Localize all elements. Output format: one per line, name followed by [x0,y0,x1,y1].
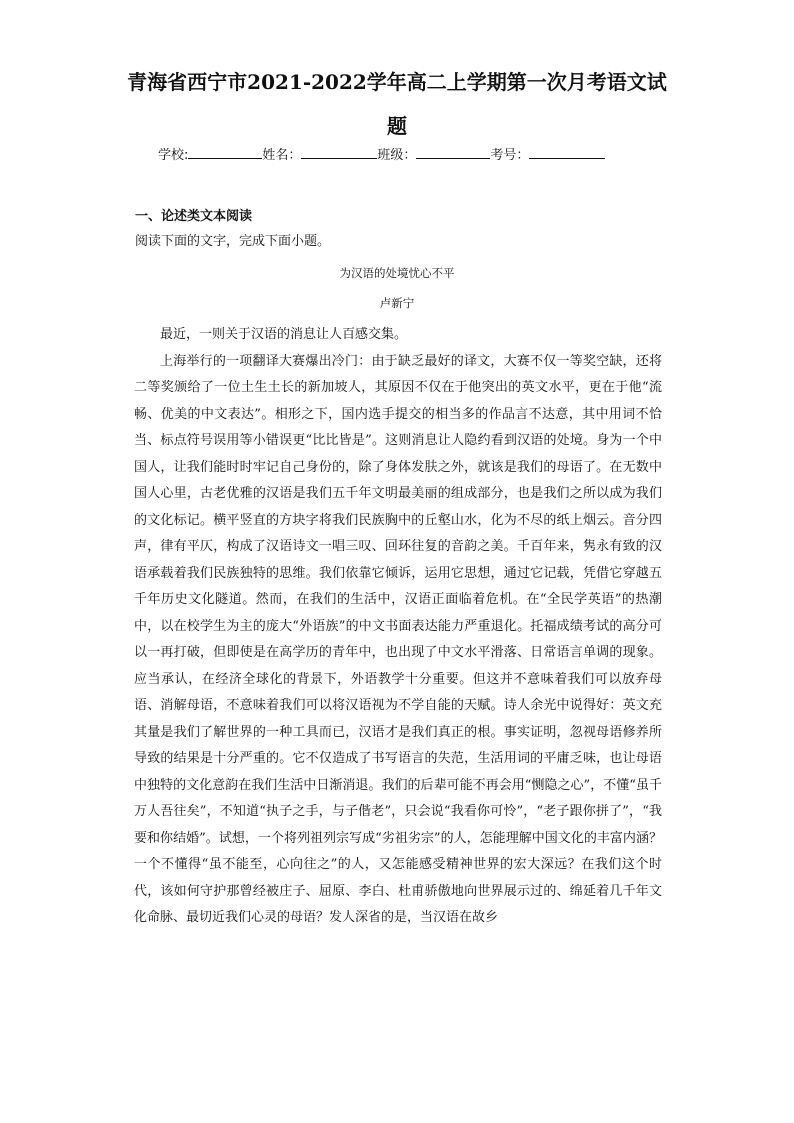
class-label: 班级： [377,148,417,163]
article-title: 为汉语的处境忧心不平 [339,266,455,280]
exam-number-field[interactable] [529,144,605,159]
name-field[interactable] [301,144,377,159]
reading-instruction: 阅读下面的文字，完成下面小题。 [135,234,331,249]
section-heading: 一、论述类文本阅读 [135,209,253,224]
article-paragraph-2: 上海举行的一项翻译大赛爆出冷门：由于缺乏最好的译文，大赛不仅一等奖空缺，还将二等奖颁给了一位土生土长的新加坡人，其原因不仅在于他突出的英文水平，更在于他“流畅、优美的中文表达”。相形之下，国内选手提交的相当多的作品言不达意，其中用词不恰当、标点符号误用等小错误更“比比皆是”。这则消息让人隐约看到汉语的处境。身为一个中国人，让我们能时时牢记自己身份的，除了身体发肤之外，就该是我们的母语了。在无数中国人心里，古老优雅的汉语是我们五千年文明最美丽的组成部分，也是我们之所以成为我们的文化标记。横平竖直的方块字将我们民族胸中的丘壑山水，化为不尽的纸上烟云。音分四声，律有平仄，构成了汉语诗文一唱三叹、回环往复的音韵之美。千百年来，隽永有致的汉语承载着我们民族独特的思维。我们依靠它倾诉，运用它思想，通过它记载，凭借它穿越五千年历史文化隧道。然而，在我们的生活中，汉语正面临着危机。在“全民学英语”的热潮中，以在校学生为主的庞大“外语族”的中文书面表达能力严重退化。托福成绩考试的高分可以一再打破，但即使是在高学历的青年中，也出现了中文水平滑落、日常语言单调的现象。应当承认，在经济全球化的背景下，外语教学十分重要。但这并不意味着我们可以放弃母语、消解母语，不意味着我们可以将汉语视为不学自能的天赋。诗人余光中说得好：英文充其量是我们了解世界的一种工具而已，汉语才是我们真正的根。事实证明，忽视母语修养所导致的结果是十分严重的。它不仅造成了书写语言的失范，生活用词的平庸乏味，也让母语中独特的文化意韵在我们生活中日渐消退。我们的后辈可能不再会用“恻隐之心”，不懂“虽千万人吾往矣”，不知道“执子之手，与子偕老”，只会说“我看你可怜”，“老子跟你拼了”，“我要和你结婚”。试想，一个将列祖列宗写成“劣祖劣宗”的人，怎能理解中国文化的丰富内涵？一个不懂得“虽不能至，心向往之”的人，又怎能感受精神世界的宏大深远？在我们这个时代，该如何守护那曾经被庄子、屈原、李白、杜甫骄傲地向世界展示过的、绵延着几千年文化命脉、最切近我们心灵的母语？发人深省的是，当汉语在故乡 [134,353,662,925]
name-label: 姓名： [262,148,302,163]
document-title-line-1: 青海省西宁市2021-2022学年高二上学期第一次月考语文试 [127,70,667,94]
document-title-line-2: 题 [387,114,407,138]
class-field[interactable] [416,144,490,159]
school-label: 学校: [158,148,189,163]
exam-number-label: 考号： [490,148,530,163]
article-body [134,322,662,932]
student-info-row [158,144,638,166]
article-paragraph-1: 最近，一则关于汉语的消息让人百感交集。 [160,327,408,342]
article-author: 卢新宁 [379,296,415,310]
school-field[interactable] [188,144,262,159]
